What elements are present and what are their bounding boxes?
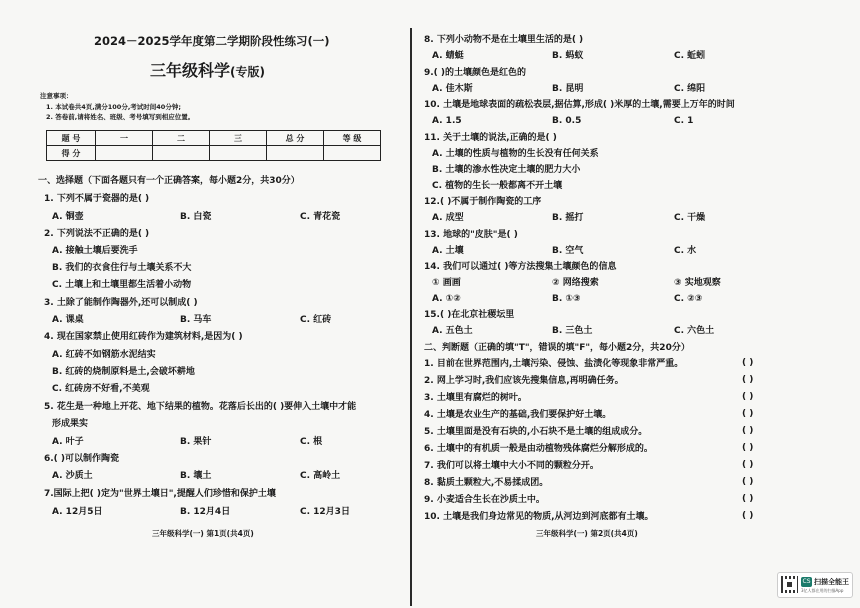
page-divider (410, 28, 412, 606)
question-7: 7.国际上把( )定为"世界土壤日",提醒人们珍惜和保护土壤 (44, 489, 276, 499)
answer-blank[interactable]: ( ) (742, 477, 754, 487)
section2-heading: 二、判断题（正确的填"T"，错误的填"F"，每小题2分，共20分） (424, 343, 690, 353)
option-c: C. 土壤上和土壤里都生活着小动物 (52, 280, 192, 290)
score-cell[interactable] (153, 146, 210, 161)
score-cell[interactable] (210, 146, 267, 161)
option-c: C. ②③ (674, 294, 703, 304)
question-2: 2. 下列说法不正确的是( ) (44, 229, 150, 239)
option-a: A. 红砖不如钢筋水泥结实 (52, 350, 156, 360)
score-header-cell: 一 (96, 131, 153, 146)
score-table (46, 130, 381, 161)
option-a: A. 蜻蜓 (432, 51, 464, 61)
answer-blank[interactable]: ( ) (742, 358, 754, 368)
question-12: 12.( )不属于制作陶瓷的工序 (424, 197, 542, 207)
judge-item-8: 8. 黏质土颗粒大,不易揉成团。 (424, 478, 549, 488)
option-b: B. 摇打 (552, 213, 584, 223)
judge-item-7: 7. 我们可以将土壤中大小不同的颗粒分开。 (424, 461, 599, 471)
option-c: C. 蚯蚓 (674, 51, 706, 61)
answer-blank[interactable]: ( ) (742, 443, 754, 453)
question-5-cont: 形成果实 (52, 419, 89, 429)
option-b: B. 果针 (180, 437, 212, 447)
question-5: 5. 花生是一种地上开花、地下结果的植物。花落后长出的( )要伸入土壤中才能 (44, 402, 357, 412)
score-header-cell: 二 (153, 131, 210, 146)
score-cell[interactable] (324, 146, 381, 161)
question-9: 9.( )的土壤颜色是红色的 (424, 68, 527, 78)
page-footer: 三年级科学(一) 第1页(共4页) (152, 529, 254, 538)
question-15: 15.( )在北京社稷坛里 (424, 310, 515, 320)
option-b: B. 我们的衣食住行与土壤关系不大 (52, 263, 192, 273)
option-c: C. 植物的生长一般都离不开土壤 (432, 181, 563, 191)
judge-item-3: 3. 土壤里有腐烂的树叶。 (424, 393, 527, 403)
item-2: ② 网络搜索 (552, 278, 599, 288)
question-6: 6.( )可以制作陶瓷 (44, 454, 120, 464)
question-4: 4. 现在国家禁止使用红砖作为建筑材料,是因为( ) (44, 332, 243, 342)
notice-1: 1. 本试卷共4页,满分100分,考试时间40分钟; (46, 103, 181, 111)
option-b: B. 红砖的烧制原料是土,会破坏耕地 (52, 367, 195, 377)
score-header-cell: 总 分 (267, 131, 324, 146)
score-cell[interactable] (96, 146, 153, 161)
option-a: A. 土壤 (432, 246, 464, 256)
option-b: B. 空气 (552, 246, 584, 256)
option-c: C. 青花瓷 (300, 212, 341, 222)
answer-blank[interactable]: ( ) (742, 426, 754, 436)
option-a: A. 12月5日 (52, 507, 103, 517)
answer-blank[interactable]: ( ) (742, 460, 754, 470)
qr-code-icon (781, 576, 798, 593)
camscanner-logo-icon: CS (802, 578, 811, 585)
item-1: ① 画画 (432, 278, 461, 288)
question-1: 1. 下列不属于瓷器的是( ) (44, 194, 150, 204)
question-13: 13. 地球的"皮肤"是( ) (424, 230, 518, 240)
score-cell[interactable] (267, 146, 324, 161)
judge-item-5: 5. 土壤里面是没有石块的,小石块不是土壤的组成成分。 (424, 427, 648, 437)
option-b: B. 昆明 (552, 84, 584, 94)
option-b: B. 土壤的渗水性决定土壤的肥力大小 (432, 165, 581, 175)
option-a: A. 1.5 (432, 116, 462, 126)
option-c: C. 12月3日 (300, 507, 350, 517)
option-a: A. 接触土壤后要洗手 (52, 246, 138, 256)
option-b: B. ①③ (552, 294, 581, 304)
answer-blank[interactable]: ( ) (742, 392, 754, 402)
option-c: C. 干燥 (674, 213, 706, 223)
option-c: C. 六色土 (674, 326, 715, 336)
option-c: C. 1 (674, 116, 694, 126)
option-b: B. 白瓷 (180, 212, 212, 222)
question-8: 8. 下列小动物不是在土壤里生活的是( ) (424, 35, 584, 45)
option-b: B. 马车 (180, 315, 212, 325)
score-header-cell: 题 号 (47, 131, 96, 146)
answer-blank[interactable]: ( ) (742, 494, 754, 504)
option-b: B. 壤土 (180, 471, 212, 481)
option-c: C. 红砖 (300, 315, 332, 325)
answer-blank[interactable]: ( ) (742, 375, 754, 385)
question-11: 11. 关于土壤的说法,正确的是( ) (424, 133, 557, 143)
option-b: B. 三色土 (552, 326, 593, 336)
option-a: A. 成型 (432, 213, 464, 223)
watermark-title: 扫描全能王 (814, 578, 849, 586)
score-header-cell: 等 级 (324, 131, 381, 146)
option-a: A. 课桌 (52, 315, 84, 325)
score-header-cell: 三 (210, 131, 267, 146)
score-row-label: 得 分 (47, 146, 96, 161)
option-a: A. 沙质土 (52, 471, 93, 481)
section1-heading: 一、选择题（下面各题只有一个正确答案，每小题2分，共30分） (38, 176, 300, 186)
question-3: 3. 土除了能制作陶器外,还可以制成( ) (44, 298, 198, 308)
answer-blank[interactable]: ( ) (742, 409, 754, 419)
item-3: ③ 实地观察 (674, 278, 721, 288)
page-footer: 三年级科学(一) 第2页(共4页) (536, 529, 638, 538)
judge-item-10: 10. 土壤是我们身边常见的物质,从河边到河底都有土壤。 (424, 512, 654, 522)
option-c: C. 根 (300, 437, 323, 447)
option-c: C. 红砖房不好看,不美观 (52, 384, 150, 394)
judge-item-1: 1. 目前在世界范围内,土壤污染、侵蚀、盐渍化等现象非常严重。 (424, 359, 684, 369)
question-14: 14. 我们可以通过( )等方法搜集土壤颜色的信息 (424, 262, 617, 272)
option-b: B. 12月4日 (180, 507, 231, 517)
question-10: 10. 土壤是地球表面的疏松表层,据估算,形成( )米厚的土壤,需要上万年的时间 (424, 100, 735, 110)
judge-item-6: 6. 土壤中的有机质一般是由动植物残体腐烂分解形成的。 (424, 444, 653, 454)
scanner-watermark (777, 572, 853, 598)
option-c: C. 水 (674, 246, 697, 256)
option-a: A. 铜壶 (52, 212, 84, 222)
subject-title: 三年级科学(专版) (150, 61, 265, 80)
option-a: A. 叶子 (52, 437, 84, 447)
judge-item-4: 4. 土壤是农业生产的基础,我们要保护好土壤。 (424, 410, 612, 420)
option-b: B. 0.5 (552, 116, 582, 126)
option-c: C. 绵阳 (674, 84, 706, 94)
watermark-subtitle: 3亿人都在用的扫描App (801, 588, 844, 593)
notice-2: 2. 答卷前,请将姓名、班级、考号填写到相应位置。 (46, 113, 195, 121)
option-a: A. 佳木斯 (432, 84, 473, 94)
judge-item-9: 9. 小麦适合生长在沙质土中。 (424, 495, 545, 505)
option-a: A. 土壤的性质与植物的生长没有任何关系 (432, 149, 599, 159)
option-a: A. ①② (432, 294, 461, 304)
answer-blank[interactable]: ( ) (742, 511, 754, 521)
option-b: B. 蚂蚁 (552, 51, 584, 61)
notice-heading: 注意事项： (40, 92, 73, 100)
exam-title: 2024－2025学年度第二学期阶段性练习(一) (94, 34, 330, 48)
judge-item-2: 2. 网上学习时,我们应该先搜集信息,再明确任务。 (424, 376, 624, 386)
option-a: A. 五色土 (432, 326, 473, 336)
option-c: C. 高岭土 (300, 471, 341, 481)
